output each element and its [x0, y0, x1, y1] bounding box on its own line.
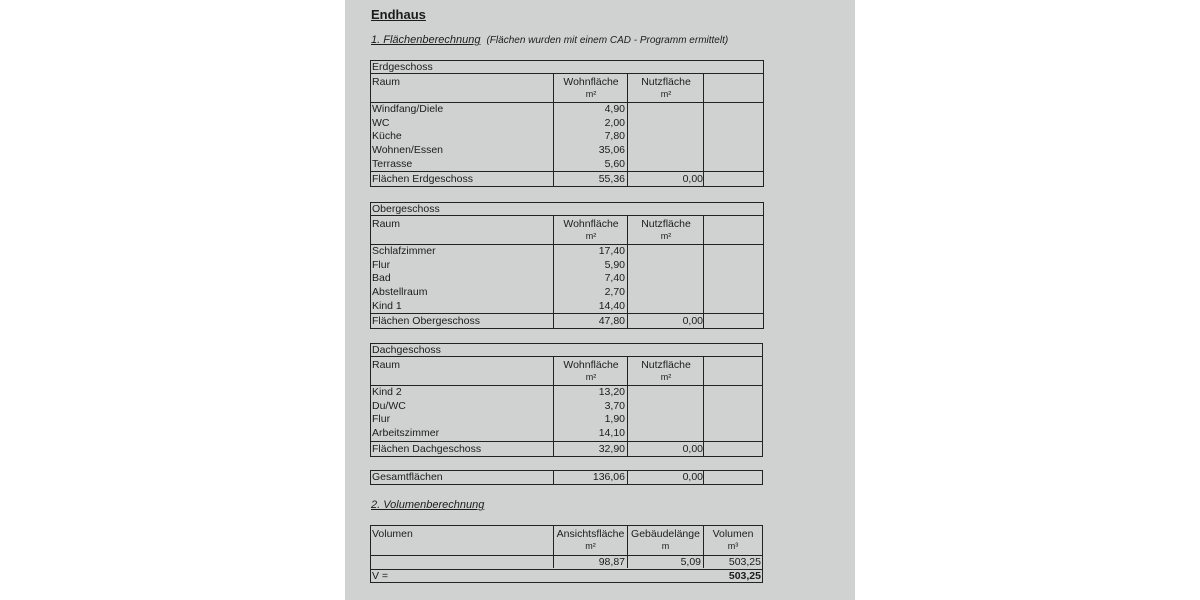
col-wohnflaeche: Wohnfläche m²: [563, 218, 619, 241]
v-label: V =: [372, 570, 389, 582]
table-obergeschoss: [370, 202, 764, 329]
volume-header: [371, 526, 762, 556]
table-row: Schlafzimmer 17,40: [372, 245, 625, 257]
col-wohnflaeche: Wohnfläche m²: [563, 76, 619, 99]
col-raum: Raum: [372, 218, 401, 230]
col-gebaeudelaenge: Gebäudelänge m: [631, 528, 700, 551]
col-raum: Raum: [372, 359, 401, 371]
table-row: Kind 2 13,20: [372, 386, 625, 398]
v-total: 503,25: [728, 570, 761, 582]
table-dachgeschoss: [370, 343, 763, 457]
table-volume: [370, 525, 763, 583]
table-row: Flur 1,90: [372, 413, 625, 426]
table-row: Abstellraum 2,70: [372, 286, 625, 299]
col-raum: Raum: [372, 76, 401, 88]
total-wohnflaeche: 136,06: [592, 471, 625, 483]
table-row: Flur 5,90: [372, 258, 625, 271]
total-label: Gesamtflächen: [372, 471, 443, 483]
table-header: [371, 74, 763, 103]
section-heading-areas-text: 1. Flächenberechnung: [371, 34, 481, 46]
table-row: Kind 1 14,40: [372, 299, 625, 312]
section-note: (Flächen wurden mit einem CAD - Programm ermittelt): [486, 35, 729, 46]
sum-row: Flächen Dachgeschoss 32,90 0,00: [371, 441, 762, 456]
volume-total-row: [371, 570, 762, 583]
table-row: WC 2,00: [372, 116, 625, 129]
volume-data-row: [371, 556, 762, 570]
section-heading-volume: [371, 499, 484, 511]
table-row: Windfang/Diele 4,90: [372, 103, 625, 115]
col-ansichtsflaeche: Ansichtsfläche m²: [556, 528, 625, 551]
table-header: [371, 216, 763, 245]
section-heading-areas: [371, 34, 728, 46]
value-ansichtsflaeche: 98,87: [598, 556, 625, 568]
document-page: [345, 0, 855, 600]
sum-row: Flächen Erdgeschoss 55,36 0,00: [371, 171, 763, 186]
floor-title: Erdgeschoss: [371, 61, 763, 74]
table-row: Du/WC 3,70: [372, 399, 625, 412]
value-gebaeudelaenge: 5,09: [680, 556, 701, 568]
col-nutzflaeche: Nutzfläche m²: [641, 218, 691, 241]
total-row: [370, 470, 763, 485]
table-header: [371, 357, 762, 386]
floor-title: Obergeschoss: [371, 203, 763, 216]
col-volumen: Volumen m³: [712, 528, 754, 551]
table-row: Wohnen/Essen 35,06: [372, 144, 625, 157]
total-nutzflaeche: 0,00: [682, 471, 703, 483]
table-row: Arbeitszimmer 14,10: [372, 427, 625, 440]
floor-title: Dachgeschoss: [371, 344, 762, 357]
table-row: Küche 7,80: [372, 130, 625, 143]
table-row: Bad 7,40: [372, 272, 625, 285]
table-erdgeschoss: [370, 60, 764, 187]
section-heading-volume-text: 2. Volumenberechnung: [371, 499, 485, 511]
document-title: Endhaus: [371, 7, 426, 22]
col-wohnflaeche: Wohnfläche m²: [563, 359, 619, 382]
col-volumen-label: Volumen: [372, 528, 413, 540]
col-nutzflaeche: Nutzfläche m²: [641, 76, 691, 99]
value-volumen: 503,25: [728, 556, 761, 568]
sum-row: Flächen Obergeschoss 47,80 0,00: [371, 313, 763, 328]
table-row: Terrasse 5,60: [372, 157, 625, 170]
col-nutzflaeche: Nutzfläche m²: [641, 359, 691, 382]
